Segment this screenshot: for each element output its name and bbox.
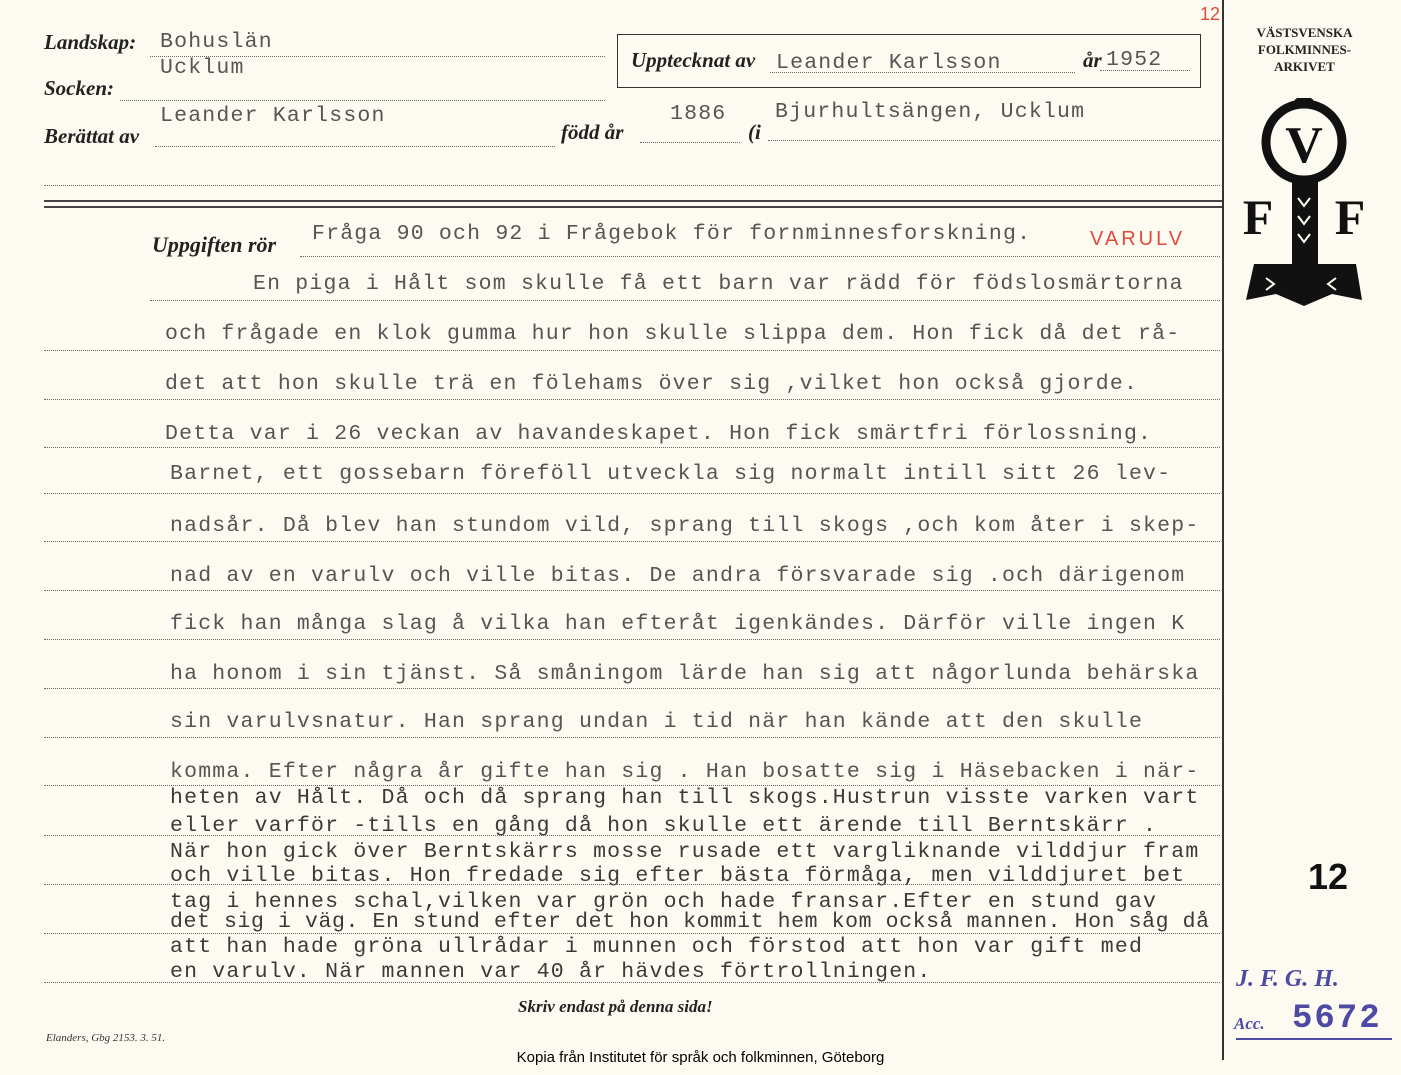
body-dotline-10 [44,737,1220,738]
stamp-number: 5672 [1292,1000,1382,1038]
uppteck-dotline [770,72,1075,73]
body-dotline-3 [44,399,1220,400]
uppteck-label: Upptecknat av [631,48,756,72]
fodd-dotline [640,142,740,143]
i-value: Bjurhultsängen, Ucklum [775,100,1086,124]
subject-value: Fråga 90 och 92 i Frågebok för fornminnesforskning. [312,222,1032,246]
body-line-14: När hon gick över Berntskärrs mosse rusade ett vargliknande vilddjur fram [170,840,1200,864]
body-line-10: sin varulvsnatur. Han sprang undan i tid när han kände att den skulle [170,710,1144,734]
body-dotline-13 [44,884,1220,885]
stamp-initials: J. F. G. H. [1236,966,1339,992]
body-line-16: tag i hennes schal,vilken var grön och hade fransar.Efter en stund gav [170,890,1158,914]
ar-value: 1952 [1106,48,1163,72]
body-line-5: Barnet, ett gossebarn föreföll utveckla sig normalt intill sitt 26 lev- [170,462,1172,486]
uppteck-value: Leander Karlsson [776,51,1002,75]
subject-dotline [300,256,1220,257]
fodd-value: 1886 [670,102,727,126]
fodd-label: född år [561,120,624,144]
ar-label: år [1083,48,1102,72]
berattat-label: Berättat av [44,124,140,148]
stamp-underline [1236,1038,1392,1040]
logo-f-left: F [1242,189,1274,245]
right-margin-rule [1222,0,1224,1060]
body-dotline-4 [44,447,1220,448]
header-rule-2 [44,206,1222,208]
body-line-11: komma. Efter några år gifte han sig . Han bosatte sig i Häsebacken i när- [170,760,1200,784]
body-line-4: Detta var i 26 veckan av havandeskapet. Hon fick smärtfri förlossning. [165,422,1153,446]
body-dotline-5 [44,493,1220,494]
footer-copy-note: Kopia från Institutet för språk och folkminnen, Göteborg [516,1049,885,1066]
body-line-9: ha honom i sin tjänst. Så småningom lärde han sig att någorlunda behärska [170,662,1200,686]
landskap-value: Bohuslän [160,30,273,54]
logo-v: V [1285,117,1323,174]
body-line-3: det att hon skulle trä en fölehams över sig ,vilket hon också gjorde. [165,372,1139,396]
body-dotline-14 [44,933,1220,934]
body-line-13: eller varför -tills en gång då hon skulle ett ärende till Berntskärr . [170,814,1158,838]
archive-logo [1236,98,1370,310]
body-dotline-12 [44,835,1220,836]
body-dotline-1 [150,300,1220,301]
archive-name-line1: VÄSTSVENSKA [1256,25,1353,40]
body-line-1: En piga i Hålt som skulle få ett barn var rädd för födslosmärtorna [253,272,1184,296]
footer-printer: Elanders, Gbg 2153. 3. 51. [46,1032,166,1044]
socken-value: Ucklum [160,56,245,80]
subject-label: Uppgiften rör [152,232,277,257]
body-dotline-9 [44,688,1220,689]
logo-f-right: F [1334,189,1366,245]
blank-dotline [44,185,1220,186]
body-line-19: en varulv. När mannen var 40 år hävdes förtrollningen. [170,960,932,984]
body-line-7: nad av en varulv och ville bitas. De andra försvarade sig .och därigenom [170,564,1186,588]
i-dotline [768,140,1220,141]
body-line-6: nadsår. Då blev han stundom vild, sprang till skogs ,och kom åter i skep- [170,514,1200,538]
body-dotline-8 [44,639,1220,640]
archive-name-line3: ARKIVET [1274,59,1335,74]
body-line-12: heten av Hålt. Då och då sprang han till skogs.Hustrun visste varken vart [170,786,1200,810]
page-mark: 12 [1200,4,1221,24]
berattat-value: Leander Karlsson [160,104,386,128]
berattat-dotline [155,146,555,147]
body-dotline-2 [44,350,1220,351]
footer-instruction: Skriv endast på denna sida! [518,997,713,1016]
archive-big-number: 12 [1308,856,1349,897]
body-line-8: fick han många slag å vilka han efteråt igenkändes. Därför ville ingen K [170,612,1186,636]
body-dotline-6 [44,541,1220,542]
logo-hammer-head [1246,264,1362,306]
archive-name-line2: FOLKMINNES- [1257,42,1352,57]
body-line-2: och frågade en klok gumma hur hon skulle slippa dem. Hon fick då det rå- [165,322,1181,346]
stamp-acc: Acc. [1234,1014,1265,1033]
body-line-18: att han hade gröna ullrådar i munnen och förstod att hon var gift med [170,935,1144,959]
subject-annotation: VARULV [1090,228,1186,250]
archive-name [1232,24,1377,75]
header-rule-1 [44,200,1222,202]
landskap-label: Landskap: [44,30,137,54]
ar-dotline [1100,70,1190,71]
socken-label: Socken: [44,76,114,100]
body-dotline-7 [44,590,1220,591]
body-dotline-15 [44,982,1220,983]
socken-dotline [120,100,605,101]
body-line-15: och ville bitas. Hon fredade sig efter bästa förmåga, men vilddjuret bet [170,864,1186,888]
body-line-17: det sig i väg. En stund efter det hon kommit hem kom också mannen. Hon såg då [170,910,1210,934]
i-label: (i [748,120,761,144]
